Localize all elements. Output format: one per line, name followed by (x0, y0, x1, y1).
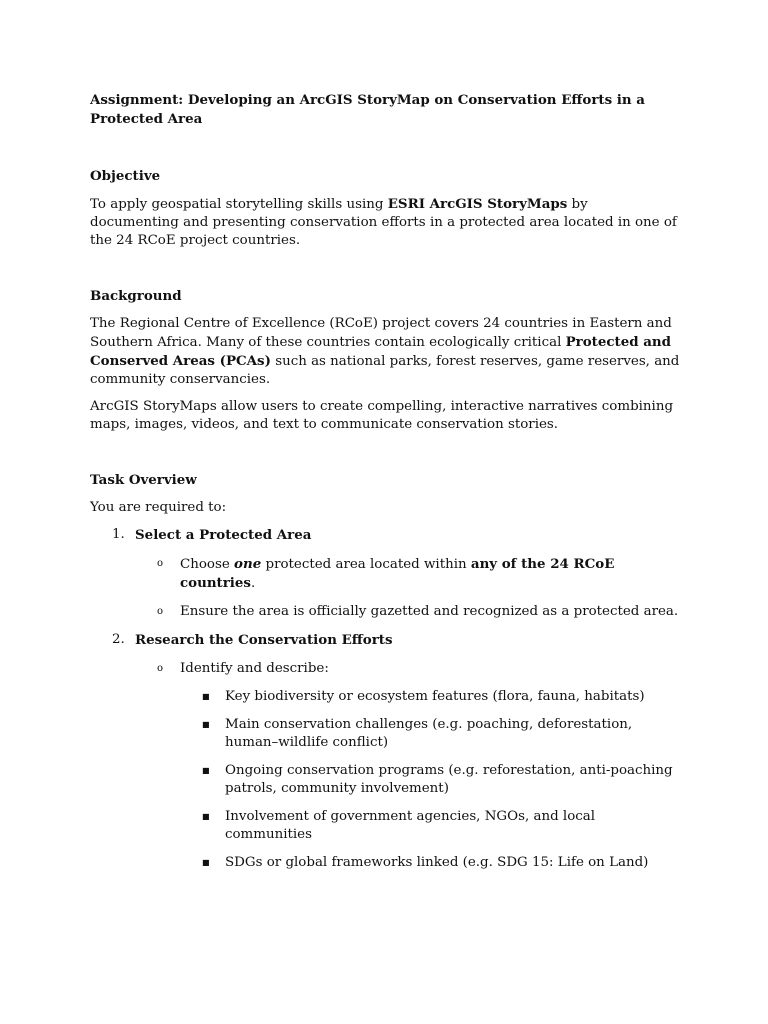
list-item: o Choose one protected area located within any of the 24 RCoE countries. (157, 556, 615, 591)
task-title-1: Select a Protected Area (135, 527, 312, 543)
task-item-2 (90, 631, 680, 872)
list-item: ■ Ongoing conservation programs (e.g. reforestation, anti-poaching patrols, community involvement) (202, 763, 673, 796)
list-item: o Identify and describe: ■ Key biodiversity or ecosystem features (flora, fauna, habitats) ■ Main conservation challenges (e.g. poaching, deforestation, human–wildlife conflict) ■ Ongoing conservation programs (e.g. reforestation, anti-poaching patrols, community involvement) ■ Involvement of government agencies, NGOs, and local communities ■ SDGs or global frameworks linked (e.g. SDG 15: Life on Land) (135, 660, 680, 872)
list-item: o Ensure the area is officially gazetted and recognized as a protected area. (157, 604, 679, 619)
background-paragraph-1: The Regional Centre of Excellence (RCoE) project covers 24 countries in Eastern and Southern Africa. Many of these countries contain ecologically critical Protected and Conserved Areas (PCAs) such as national parks, forest reserves, game reserves, and community conservancies. (90, 316, 680, 387)
task-1-bullets (135, 555, 680, 621)
circle-bullet-icon: o (157, 558, 164, 569)
task-number-1: 1. (112, 527, 125, 542)
assignment-title: Assignment: Developing an ArcGIS StoryMap on Conservation Efforts in a Protected Area (90, 92, 645, 127)
objective-paragraph: To apply geospatial storytelling skills using ESRI ArcGIS StoryMaps by documenting and presenting conservation efforts in a protected area located in one of the 24 RCoE project countries. (90, 196, 677, 248)
square-bullet-icon: ■ (202, 692, 210, 701)
circle-bullet-icon: o (157, 663, 164, 674)
background-paragraph-2: ArcGIS StoryMaps allow users to create compelling, interactive narratives combining maps, images, videos, and text to communicate conservation stories. (90, 399, 674, 432)
square-bullet-icon: ■ (202, 858, 210, 867)
task-overview-intro: You are required to: (90, 500, 227, 515)
objective-heading: Objective (90, 168, 161, 184)
task-2-subitems (180, 688, 680, 872)
document-content (90, 91, 680, 882)
task-item-1 (90, 526, 680, 621)
square-bullet-icon: ■ (202, 766, 210, 775)
background-heading: Background (90, 288, 182, 304)
list-item: ■ Involvement of government agencies, NGOs, and local communities (202, 809, 596, 842)
task-overview-heading: Task Overview (90, 472, 197, 488)
task-2-bullets (135, 660, 680, 872)
list-item: ■ Main conservation challenges (e.g. poaching, deforestation, human–wildlife conflict) (202, 717, 633, 750)
task-title-2: Research the Conservation Efforts (135, 632, 393, 648)
list-item: ■ SDGs or global frameworks linked (e.g. SDG 15: Life on Land) (202, 855, 649, 870)
list-item: ■ Key biodiversity or ecosystem features (flora, fauna, habitats) (202, 689, 645, 704)
square-bullet-icon: ■ (202, 720, 210, 729)
task-list (90, 526, 680, 872)
square-bullet-icon: ■ (202, 812, 210, 821)
task-number-2: 2. (112, 632, 125, 647)
circle-bullet-icon: o (157, 606, 164, 617)
